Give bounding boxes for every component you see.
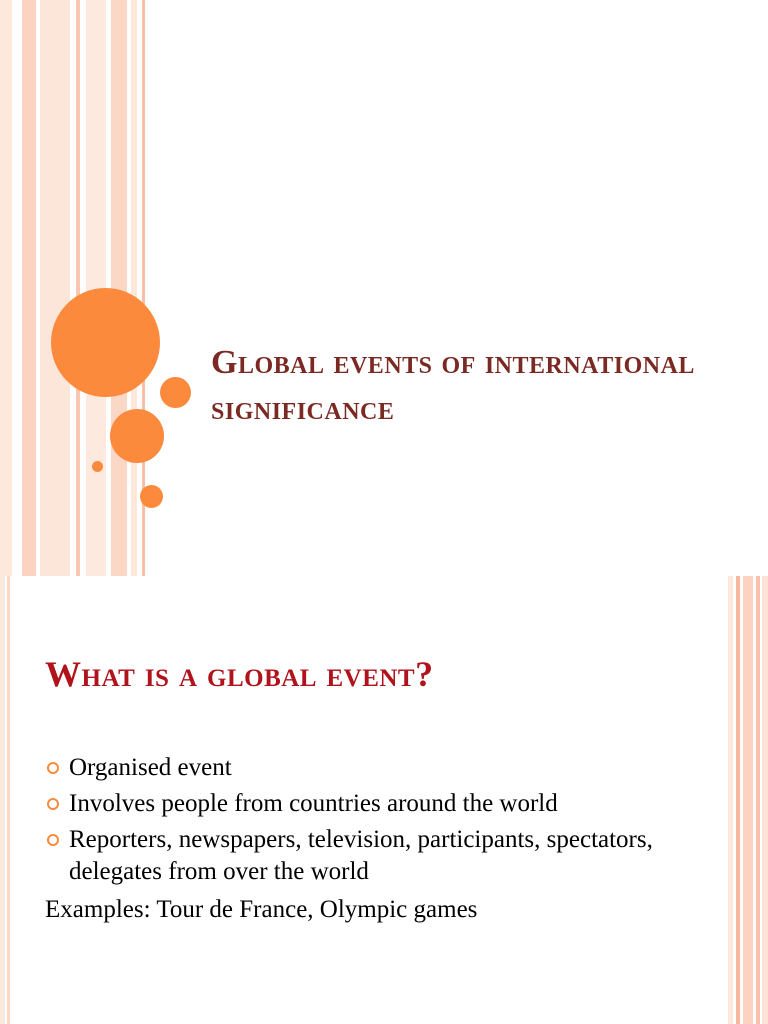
decorative-stripes-right (728, 576, 768, 1024)
bullet-text: Reporters, newspapers, television, participants, spectators, delegates from over the world (69, 826, 653, 885)
bullet-text: Involves people from countries around the world (69, 790, 558, 817)
decorative-stripes-left (0, 0, 150, 576)
decorative-edge-left (0, 576, 12, 1024)
bullet-text: Organised event (69, 754, 232, 781)
content-slide (0, 576, 768, 1024)
examples-text: Examples: Tour de France, Olympic games (45, 896, 478, 923)
decorative-circle-small (160, 377, 191, 408)
list-item (45, 788, 715, 820)
decorative-circle-tiny (92, 461, 103, 472)
hollow-circle-bullet-icon (47, 762, 59, 774)
hollow-circle-bullet-icon (47, 834, 59, 846)
list-item (45, 752, 715, 784)
slide-title: What is a global event? (45, 654, 434, 694)
decorative-circle-large (51, 288, 160, 397)
bullet-list (45, 752, 715, 892)
list-item (45, 824, 715, 888)
hollow-circle-bullet-icon (47, 798, 59, 810)
decorative-circle-medium (110, 409, 164, 463)
decorative-circle-small (140, 485, 163, 508)
slide-title: Global events of international significance (211, 344, 695, 427)
